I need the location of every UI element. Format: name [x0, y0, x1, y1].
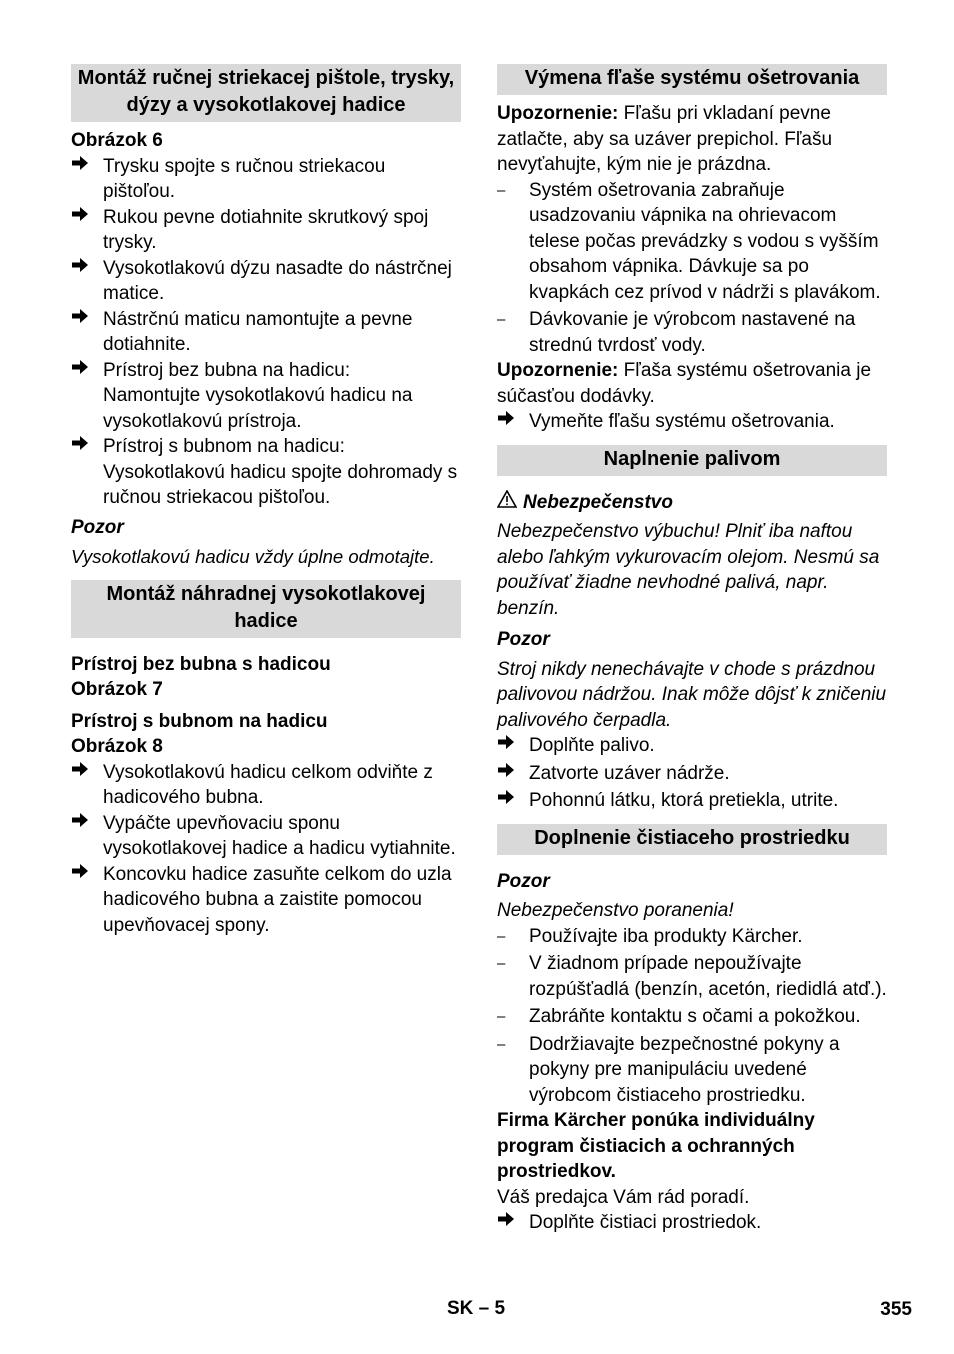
- step-text: Vymeňte fľašu systému ošetrovania.: [529, 411, 835, 432]
- note-paragraph: [497, 101, 887, 178]
- list-item: [71, 205, 461, 256]
- dash-bullet: –: [497, 1008, 506, 1025]
- offer-paragraph: Firma Kärcher ponúka individuálny program čistiacich a ochranných prostriedkov.: [497, 1110, 815, 1182]
- step-text: Trysku spojte s ručnou striekacou pištoľou.: [103, 155, 386, 202]
- arrow-right-icon: [71, 434, 103, 511]
- dash-bullet: –: [497, 927, 506, 945]
- warning-triangle-icon: [497, 490, 523, 516]
- step-text: Nástrčnú maticu namontujte a pevne dotiahnite.: [103, 308, 413, 355]
- list-item: [71, 256, 461, 307]
- arrow-right-icon: [71, 358, 103, 435]
- step-subtext: Namontujte vysokotlakovú hadicu na vysokotlakovú prístroja.: [103, 385, 413, 432]
- step-text: Prístroj bez bubna na hadicu:: [103, 359, 351, 381]
- note-label: Upozornenie:: [497, 103, 619, 124]
- list-item: [497, 307, 887, 358]
- list-item: [71, 154, 461, 205]
- section-heading-bottle: Výmena fľaše systému ošetrovania: [497, 64, 887, 95]
- dash-text: Dávkovanie je výrobcom nastavené na strednú tvrdosť vody.: [529, 309, 856, 356]
- footer-page-number: 355: [880, 1299, 912, 1320]
- note-label: Upozornenie:: [497, 360, 619, 381]
- step-text: Koncovku hadice zasuňte celkom do uzla hadicového bubna a zaistite pomocou upevňovacej spony.: [103, 863, 452, 936]
- list-item: [497, 1032, 887, 1109]
- left-column: [71, 64, 461, 938]
- subheading: Prístroj bez bubna s hadicou: [71, 653, 331, 675]
- list-item: [497, 409, 887, 435]
- arrow-right-icon: [71, 154, 103, 205]
- step-text: Vysokotlakovú hadicu celkom odviňte z hadicového bubna.: [103, 761, 433, 808]
- arrow-right-icon: [497, 761, 529, 787]
- step-text: Vypáčte upevňovaciu sponu vysokotlakovej hadice a hadicu vytiahnite.: [103, 812, 456, 859]
- step-text: Vysokotlakovú dýzu nasadte do nástrčnej matice.: [103, 257, 452, 304]
- offer-text: Váš predajca Vám rád poradí.: [497, 1186, 750, 1208]
- step-text: Doplňte palivo.: [529, 735, 655, 756]
- dash-text: Systém ošetrovania zabraňuje usadzovaniu vápnika na ohrievacom telese počas prevádzky s vodou s vyšším obsahom vápnika. Dávkuje sa po kvapkách cez prívod v nádrži s plavákom.: [529, 179, 881, 303]
- list-item: [497, 1004, 887, 1030]
- dash-text: V žiadnom prípade nepoužívajte rozpúšťadlá (benzín, acetón, riedidlá atď.).: [529, 953, 887, 1000]
- caution-label: Pozor: [71, 516, 124, 538]
- section-heading-cleaner: Doplnenie čistiaceho prostriedku: [497, 824, 887, 855]
- dash-text: Dodržiavajte bezpečnostné pokyny a pokyny pre manipuláciu uvedené výrobcom čistiaceho prostriedku.: [529, 1033, 840, 1106]
- list-item: [497, 761, 887, 787]
- caution-text: Stroj nikdy nenechávajte v chode s prázdnou palivovou nádržou. Inak môže dôjsť k zničeniu palivového čerpadla.: [497, 658, 887, 731]
- step-text: Pohonnú látku, ktorá pretiekla, utrite.: [529, 790, 839, 811]
- list-item: [497, 788, 887, 814]
- arrow-right-icon: [71, 760, 103, 811]
- arrow-right-icon: [497, 788, 529, 814]
- step-text: Zatvorte uzáver nádrže.: [529, 762, 730, 784]
- list-item: [71, 811, 461, 862]
- list-item: [71, 358, 461, 435]
- section-heading-replacement-hose: Montáž náhradnej vysokotlakovej hadice: [71, 580, 461, 638]
- note-text: Fľaša systému ošetrovania je súčasťou dodávky.: [497, 360, 872, 407]
- right-column: [497, 64, 887, 1236]
- arrow-right-icon: [497, 409, 529, 435]
- list-item: [497, 1210, 887, 1236]
- list-item: [71, 862, 461, 939]
- list-item: [71, 760, 461, 811]
- note-paragraph: [497, 358, 887, 409]
- list-item: [71, 307, 461, 358]
- caution-label: Pozor: [497, 629, 550, 650]
- dash-bullet: –: [497, 311, 506, 328]
- arrow-right-icon: [71, 307, 103, 358]
- danger-label: Nebezpečenstvo: [523, 491, 673, 513]
- arrow-right-icon: [497, 733, 529, 759]
- section-heading-fuel: Naplnenie palivom: [497, 445, 887, 476]
- figure-ref-6: Obrázok 6: [71, 130, 163, 151]
- step-text: Doplňte čistiaci prostriedok.: [529, 1212, 762, 1233]
- caution-text: Nebezpečenstvo poranenia!: [497, 900, 734, 921]
- arrow-right-icon: [71, 811, 103, 862]
- dash-bullet: –: [497, 1035, 506, 1053]
- figure-ref-8: Obrázok 8: [71, 736, 163, 757]
- caution-text: Vysokotlakovú hadicu vždy úplne odmotajte.: [71, 546, 435, 567]
- step-subtext: Vysokotlakovú hadicu spojte dohromady s ručnou striekacou pištoľou.: [103, 461, 458, 508]
- danger-heading: [497, 490, 887, 516]
- arrow-right-icon: [71, 862, 103, 939]
- note-text: Fľašu pri vkladaní pevne zatlačte, aby sa uzáver prepichol. Fľašu nevyťahujte, kým nie je prázdna.: [497, 103, 833, 175]
- arrow-right-icon: [497, 1210, 529, 1236]
- subheading: Prístroj s bubnom na hadicu: [71, 710, 328, 732]
- dash-text: Používajte iba produkty Kärcher.: [529, 925, 803, 947]
- list-item: [497, 924, 887, 950]
- dash-text: Zabráňte kontaktu s očami a pokožkou.: [529, 1006, 861, 1027]
- list-item: [497, 733, 887, 759]
- danger-text: Nebezpečenstvo výbuchu! Plniť iba naftou alebo ľahkým vykurovacím olejom. Nesmú sa používať žiadne nevhodné palivá, napr. benzín.: [497, 521, 880, 619]
- section-heading-mounting-gun: Montáž ručnej striekacej pištole, trysky, dýzy a vysokotlakovej hadice: [71, 64, 461, 122]
- step-text: Prístroj s bubnom na hadicu:: [103, 436, 345, 457]
- list-item: [497, 178, 887, 306]
- step-text: Rukou pevne dotiahnite skrutkový spoj trysky.: [103, 206, 429, 253]
- list-item: [497, 951, 887, 1002]
- arrow-right-icon: [71, 205, 103, 256]
- figure-ref-7: Obrázok 7: [71, 679, 163, 700]
- dash-bullet: –: [497, 181, 506, 199]
- footer-page-label: SK – 5: [447, 1298, 506, 1319]
- arrow-right-icon: [71, 256, 103, 307]
- dash-bullet: –: [497, 955, 506, 972]
- list-item: [71, 434, 461, 511]
- caution-label: Pozor: [497, 870, 550, 892]
